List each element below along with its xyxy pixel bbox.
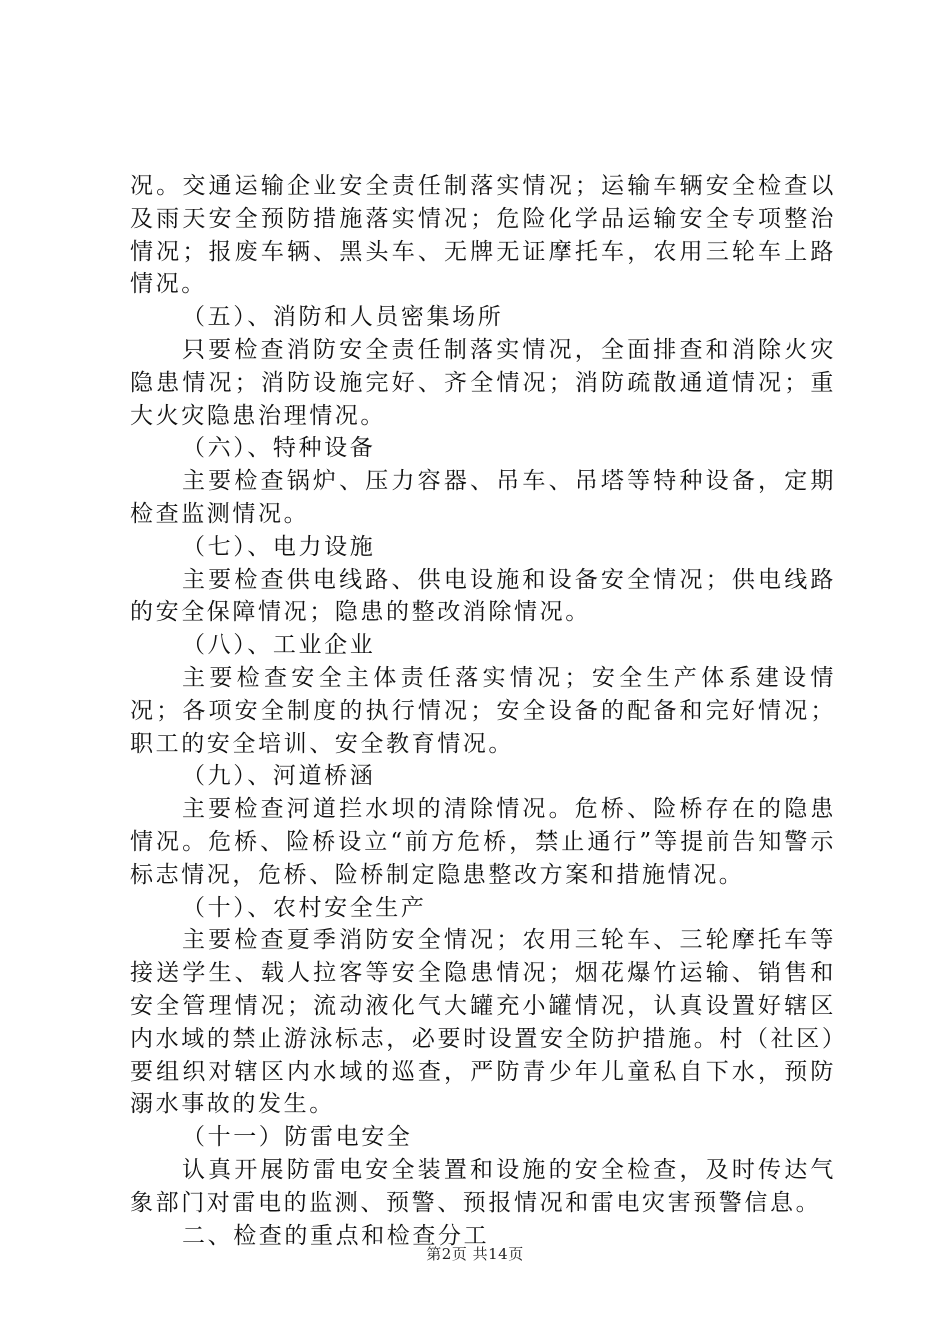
section-body-11: 认真开展防雷电安全装置和设施的安全检查，及时传达气象部门对雷电的监测、预警、预报情况和雷电灾害预警信息。 (130, 1156, 836, 1216)
section-heading-7: （七）、电力设施 (182, 533, 376, 560)
section-heading-11: （十一）防雷电安全 (182, 1124, 413, 1151)
section-heading-9: （九）、河道桥涵 (182, 763, 376, 790)
section-body-5: 只要检查消防安全责任制落实情况，全面排查和消除火灾隐患情况；消防设施完好、齐全情况；消防疏散通道情况；重大火灾隐患治理情况。 (130, 336, 836, 429)
section-heading-6: （六）、特种设备 (182, 435, 376, 462)
section-body-8: 主要检查安全主体责任落实情况；安全生产体系建设情况；各项安全制度的执行情况；安全设备的配备和完好情况；职工的安全培训、安全教育情况。 (130, 664, 836, 757)
document-body (130, 170, 836, 1252)
section-body-10: 主要检查夏季消防安全情况；农用三轮车、三轮摩托车等接送学生、载人拉客等安全隐患情况；烟花爆竹运输、销售和安全管理情况；流动液化气大罐充小罐情况，认真设置好辖区内水域的禁止游泳标志，必要时设置安全防护措施。村（社区）要组织对辖区内水域的巡查，严防青少年儿童私自下水，预防溺水事故的发生。 (130, 927, 836, 1118)
page-number-footer: 第2页 共14页 (426, 1245, 524, 1263)
paragraph-continuation: 况。交通运输企业安全责任制落实情况；运输车辆安全检查以及雨天安全预防措施落实情况；危险化学品运输安全专项整治情况；报废车辆、黑头车、无牌无证摩托车，农用三轮车上路情况。 (130, 173, 836, 298)
section-heading-8: （八）、工业企业 (182, 632, 376, 659)
section-heading-10: （十）、农村安全生产 (182, 894, 427, 921)
section-body-6: 主要检查锅炉、压力容器、吊车、吊塔等特种设备，定期检查监测情况。 (130, 468, 836, 527)
section-heading-5: （五）、消防和人员密集场所 (182, 304, 504, 331)
chapter-heading-2: 二、检查的重点和检查分工 (182, 1222, 490, 1249)
section-body-9: 主要检查河道拦水坝的清除情况。危桥、险桥存在的隐患情况。危桥、险桥设立“前方危桥，禁止通行”等提前告知警示标志情况，危桥、险桥制定隐患整改方案和措施情况。 (130, 796, 836, 888)
section-body-7: 主要检查供电线路、供电设施和设备安全情况；供电线路的安全保障情况；隐患的整改消除情况。 (130, 566, 836, 626)
